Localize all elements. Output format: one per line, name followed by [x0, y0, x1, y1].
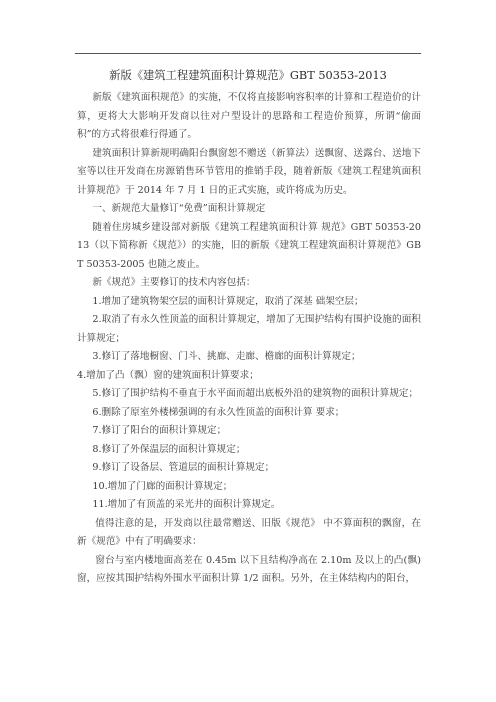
list-item-4: 4.增加了凸（飘）窗的建筑面积计算要求； — [77, 369, 259, 381]
list-item-6: 6.删除了原室外楼梯强调的有永久性顶盖的面积计算 要求； — [92, 406, 345, 418]
paragraph-bay-window-rule: 窗台与室内楼地面高差在 0.45m 以下且结构净高在 2.10m 及以上的凸(飘)窗，应按其围护结构外围水平面积计算 1/2 面积。另外，在主体结构内的阳台， — [77, 554, 421, 584]
document-body — [77, 89, 421, 589]
list-item-10: 10.增加了门廊的面积计算规定； — [92, 480, 233, 492]
paragraph-revisions-intro: 新《规范》主要修订的技术内容包括： — [92, 277, 256, 288]
paragraph-new-rules: 建筑面积计算新规明确阳台飘窗恕不赠送（新算法）送飘窗、送露台、送地下室等以往开发商在房源销售环节管用的推销手段，随着新版《建筑工程建筑面积计算规范》于 2014 年 7 月 1 日的正式实施，或许将成为历史。 — [77, 147, 421, 196]
list-item-11: 11.增加了有顶盖的采光井的面积计算规定。 — [92, 499, 281, 510]
paragraph-intro: 新版《建筑面积规范》的实施，不仅将直接影响容积率的计算和工程造价的计算，更将大大影响开发商以往对户型设计的思路和工程造价预算，所谓“偷面积”的方式将很难行得通了。 — [77, 92, 421, 140]
header-rule — [75, 53, 421, 54]
paragraph-implementation: 随着住房城乡建设部对新版《建筑工程建筑面积计算 规范》GBT 50353-2013（以下简称新《规范》）的实施，旧的新版《建筑工程建筑面积计算规范》GBT 50353-2005 也随之废止。 — [77, 221, 421, 270]
list-item-9: 9.修订了设备层、管道层的面积计算规定； — [92, 462, 275, 473]
list-item-3: 3.修订了落地橱窗、门斗、挑廊、走廊、檐廊的面积计算规定； — [92, 351, 361, 362]
list-item-2: 2.取消了有永久性顶盖的面积计算规定，增加了无围护结构有围护设施的面积计算规定； — [77, 314, 421, 344]
list-item-8: 8.修订了外保温层的面积计算规定； — [92, 443, 246, 455]
list-item-1: 1.增加了建筑物架空层的面积计算规定，取消了深基 础架空层； — [92, 295, 364, 307]
paragraph-bay-window-note: 值得注意的是，开发商以往最常赠送、旧版《规范》 中不算面积的飘窗，在新《规范》中有了明确要求： — [77, 517, 421, 547]
section-heading-1: 一、新规范大量修订“免费”面积计算规定 — [92, 203, 266, 214]
list-item-5: 5.修订了围护结构不垂直于水平面而超出底板外沿的建筑物的面积计算规定； — [92, 388, 419, 399]
list-item-7: 7.修订了阳台的面积计算规定； — [92, 425, 227, 436]
document-title: 新版《建筑工程建筑面积计算规范》GBT 50353-2013 — [109, 69, 387, 82]
